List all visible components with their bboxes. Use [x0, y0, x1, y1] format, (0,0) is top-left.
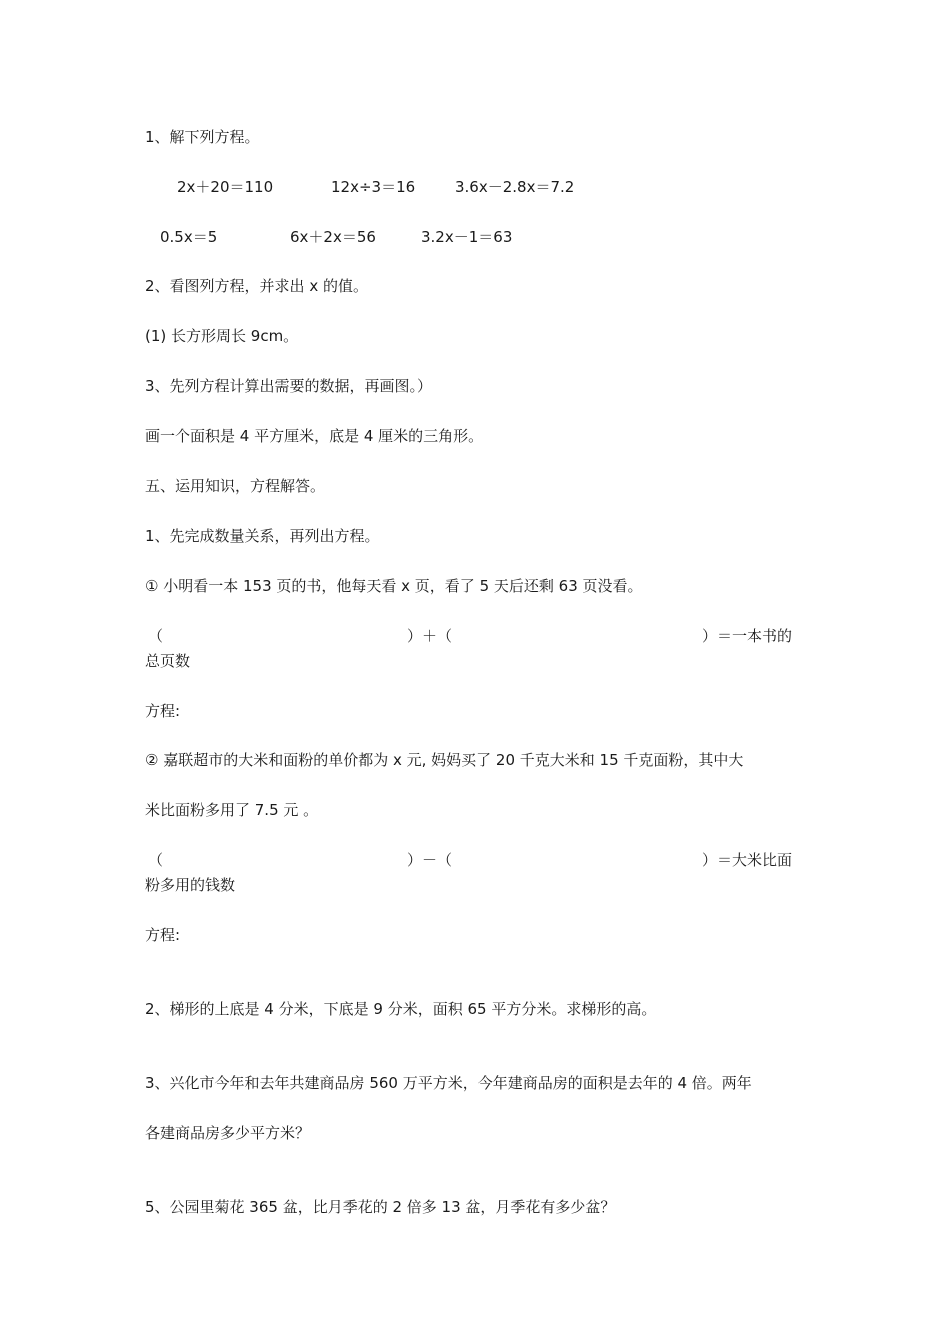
problem-1-text: ① 小明看一本 153 页的书，他每天看 x 页，看了 5 天后还剩 63 页没看。 [145, 577, 643, 595]
equation-label-1: 方程: [145, 702, 181, 720]
sec5-p3-line1: 3、兴化市今年和去年共建商品房 560 万平方米，今年建商品房的面积是去年的 4 倍。两年 [145, 1074, 752, 1092]
problem-2-line2: 米比面粉多用了 7.5 元 。 [145, 801, 319, 819]
q2-heading: 2、看图列方程，并求出 x 的值。 [145, 277, 368, 295]
problem-2-line1: ② 嘉联超市的大米和面粉的单价都为 x 元, 妈妈买了 20 千克大米和 15 千克面粉，其中大 [145, 751, 744, 769]
q3-text: 画一个面积是 4 平方厘米，底是 4 厘米的三角形。 [145, 427, 484, 445]
q2-sub1: (1) 长方形周长 9cm。 [145, 327, 299, 345]
equation-5: 6x＋2x＝56 [290, 228, 376, 246]
relation-end: ）＝一本书的 [702, 627, 793, 645]
equation-3: 3.6x－2.8x＝7.2 [455, 178, 575, 196]
relation-wrap-2: 粉多用的钱数 [145, 876, 236, 894]
equation-4: 0.5x＝5 [160, 228, 218, 246]
equation-6: 3.2x－1＝63 [421, 228, 513, 246]
equation-2: 12x÷3＝16 [331, 178, 416, 196]
blank-mid-paren: ）＋（ [407, 627, 453, 645]
equation-1: 2x＋20＝110 [177, 178, 274, 196]
sec5-p1-heading: 1、先完成数量关系，再列出方程。 [145, 527, 380, 545]
section-5-heading: 五、运用知识，方程解答。 [145, 477, 326, 495]
equation-label-2: 方程: [145, 926, 181, 944]
blank-open-paren: （ [148, 627, 164, 645]
q3-heading: 3、先列方程计算出需要的数据，再画图。） [145, 377, 433, 395]
relation-wrap: 总页数 [145, 652, 191, 670]
blank-open-paren-2: （ [148, 851, 164, 869]
relation-end-2: ）＝大米比面 [702, 851, 793, 869]
blank-mid-paren-2: ）－（ [407, 851, 453, 869]
sec5-p5: 5、公园里菊花 365 盆，比月季花的 2 倍多 13 盆，月季花有多少盆？ [145, 1198, 616, 1216]
q1-heading: 1、解下列方程。 [145, 128, 260, 146]
sec5-p2: 2、梯形的上底是 4 分米，下底是 9 分米，面积 65 平方分米。求梯形的高。 [145, 1000, 657, 1018]
sec5-p3-line2: 各建商品房多少平方米？ [145, 1124, 311, 1142]
